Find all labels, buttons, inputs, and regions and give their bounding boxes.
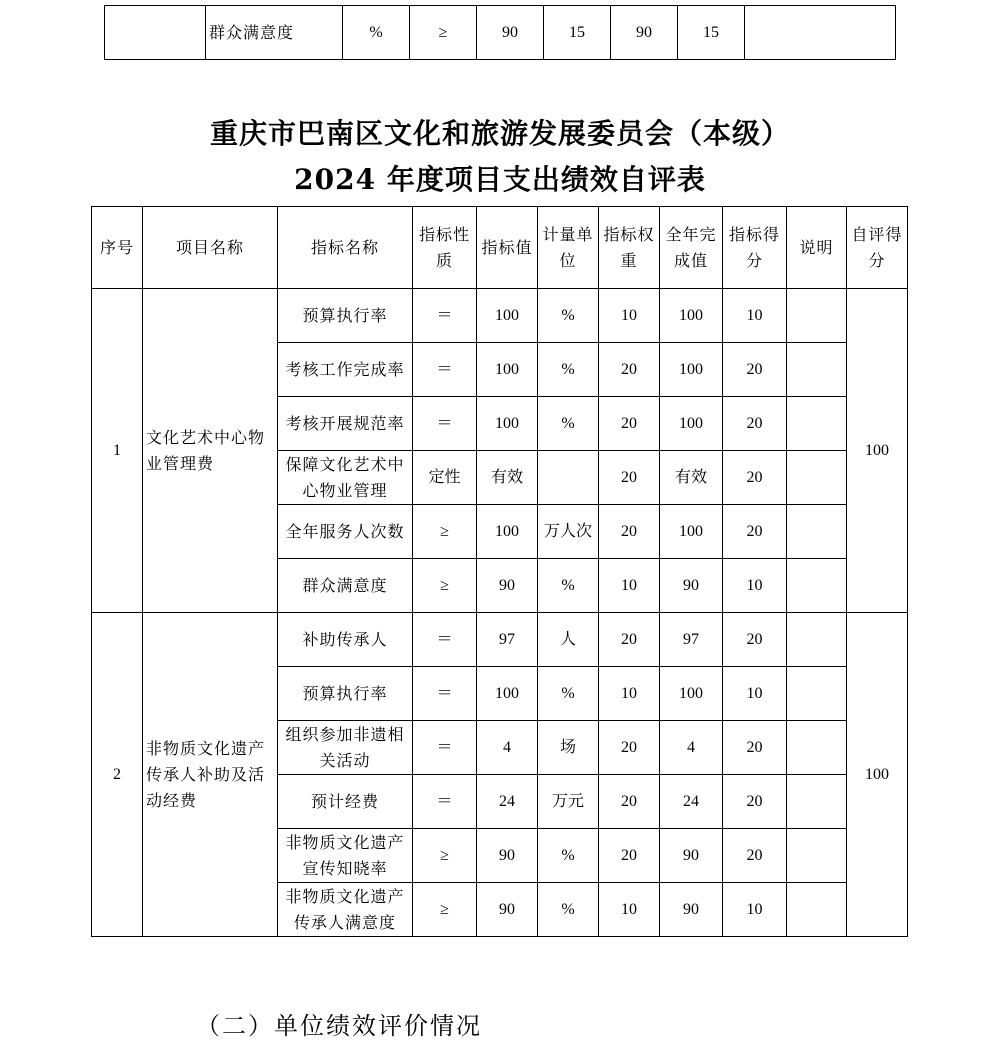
table-header-row <box>92 207 908 289</box>
nature-cell: ＝ <box>413 667 477 721</box>
indicator-name-cell: 补助传承人 <box>278 613 413 667</box>
weight-cell: 10 <box>599 667 660 721</box>
actual-value-cell: 100 <box>660 397 723 451</box>
indicator-name-cell: 群众满意度 <box>206 6 343 60</box>
self-score-cell: 100 <box>847 613 908 937</box>
header-cell: 指标得分 <box>723 207 787 289</box>
remark-cell <box>787 721 847 775</box>
indicator-name-cell: 非物质文化遗产传承人满意度 <box>278 883 413 937</box>
project-number-cell: 2 <box>92 613 143 937</box>
header-cell: 指标性质 <box>413 207 477 289</box>
score-cell: 20 <box>723 775 787 829</box>
unit-cell: % <box>538 397 599 451</box>
actual-value-cell: 100 <box>660 505 723 559</box>
weight-cell: 20 <box>599 343 660 397</box>
header-cell: 全年完成值 <box>660 207 723 289</box>
operator-cell: ≥ <box>410 6 477 60</box>
weight-cell: 10 <box>599 883 660 937</box>
section-heading: （二）单位绩效评价情况 <box>196 1012 482 1040</box>
nature-cell: ＝ <box>413 343 477 397</box>
nature-cell: ≥ <box>413 829 477 883</box>
target-value-cell: 100 <box>477 667 538 721</box>
indicator-name-cell: 预计经费 <box>278 775 413 829</box>
table-row <box>92 289 908 343</box>
target-value-cell: 4 <box>477 721 538 775</box>
score-cell: 10 <box>723 883 787 937</box>
remark-cell <box>787 343 847 397</box>
nature-cell: ＝ <box>413 721 477 775</box>
weight-cell: 20 <box>599 829 660 883</box>
remark-cell <box>787 505 847 559</box>
performance-table <box>91 206 908 937</box>
weight-cell: 10 <box>599 559 660 613</box>
project-name-cell: 非物质文化遗产传承人补助及活动经费 <box>143 613 278 937</box>
score-cell: 20 <box>723 613 787 667</box>
weight-cell: 20 <box>599 721 660 775</box>
unit-cell: % <box>343 6 410 60</box>
target-value-cell: 100 <box>477 289 538 343</box>
weight-cell: 20 <box>599 775 660 829</box>
unit-cell: 人 <box>538 613 599 667</box>
unit-cell: % <box>538 667 599 721</box>
project-name-cell: 文化艺术中心物业管理费 <box>143 289 278 613</box>
actual-value-cell: 97 <box>660 613 723 667</box>
unit-cell: 场 <box>538 721 599 775</box>
score-cell: 20 <box>723 343 787 397</box>
score-cell: 20 <box>723 505 787 559</box>
indicator-name-cell: 预算执行率 <box>278 667 413 721</box>
weight-cell: 20 <box>599 505 660 559</box>
target-value-cell: 100 <box>477 397 538 451</box>
actual-value-cell: 4 <box>660 721 723 775</box>
blank-cell <box>105 6 206 60</box>
unit-cell <box>538 451 599 505</box>
score-cell: 10 <box>723 559 787 613</box>
self-score-cell: 100 <box>847 289 908 613</box>
target-value-cell: 97 <box>477 613 538 667</box>
unit-cell: % <box>538 829 599 883</box>
remark-cell <box>787 667 847 721</box>
header-cell: 说明 <box>787 207 847 289</box>
previous-table-fragment <box>104 5 896 60</box>
document-title: 重庆市巴南区文化和旅游发展委员会（本级） <box>209 117 790 150</box>
table-row <box>92 613 908 667</box>
unit-cell: % <box>538 559 599 613</box>
document-subtitle: 2024 年度项目支出绩效自评表 <box>294 163 706 196</box>
score-cell: 20 <box>723 451 787 505</box>
nature-cell: 定性 <box>413 451 477 505</box>
actual-value-cell: 90 <box>611 6 678 60</box>
actual-value-cell: 24 <box>660 775 723 829</box>
nature-cell: ＝ <box>413 775 477 829</box>
indicator-name-cell: 保障文化艺术中心物业管理 <box>278 451 413 505</box>
unit-cell: 万元 <box>538 775 599 829</box>
target-value-cell: 100 <box>477 505 538 559</box>
weight-cell: 20 <box>599 397 660 451</box>
score-cell: 10 <box>723 667 787 721</box>
remark-cell <box>787 883 847 937</box>
weight-cell: 10 <box>599 289 660 343</box>
remark-cell <box>787 613 847 667</box>
weight-cell: 20 <box>599 613 660 667</box>
target-value-cell: 90 <box>477 6 544 60</box>
actual-value-cell: 100 <box>660 667 723 721</box>
header-cell: 指标值 <box>477 207 538 289</box>
header-cell: 指标名称 <box>278 207 413 289</box>
indicator-name-cell: 组织参加非遗相关活动 <box>278 721 413 775</box>
nature-cell: ＝ <box>413 613 477 667</box>
remark-cell <box>787 289 847 343</box>
indicator-name-cell: 群众满意度 <box>278 559 413 613</box>
score-cell: 10 <box>723 289 787 343</box>
indicator-name-cell: 预算执行率 <box>278 289 413 343</box>
header-cell: 指标权重 <box>599 207 660 289</box>
indicator-name-cell: 考核工作完成率 <box>278 343 413 397</box>
target-value-cell: 90 <box>477 883 538 937</box>
actual-value-cell: 90 <box>660 559 723 613</box>
score-cell: 15 <box>678 6 745 60</box>
unit-cell: % <box>538 343 599 397</box>
actual-value-cell: 100 <box>660 289 723 343</box>
target-value-cell: 有效 <box>477 451 538 505</box>
actual-value-cell: 90 <box>660 829 723 883</box>
unit-cell: % <box>538 883 599 937</box>
target-value-cell: 100 <box>477 343 538 397</box>
nature-cell: ＝ <box>413 397 477 451</box>
header-cell: 自评得分 <box>847 207 908 289</box>
remark-cell <box>787 775 847 829</box>
header-cell: 项目名称 <box>143 207 278 289</box>
remark-cell <box>787 829 847 883</box>
header-cell: 序号 <box>92 207 143 289</box>
table-row <box>105 6 896 60</box>
actual-value-cell: 100 <box>660 343 723 397</box>
actual-value-cell: 有效 <box>660 451 723 505</box>
target-value-cell: 90 <box>477 559 538 613</box>
nature-cell: ＝ <box>413 289 477 343</box>
weight-cell: 20 <box>599 451 660 505</box>
nature-cell: ≥ <box>413 883 477 937</box>
weight-cell: 15 <box>544 6 611 60</box>
indicator-name-cell: 非物质文化遗产宣传知晓率 <box>278 829 413 883</box>
target-value-cell: 90 <box>477 829 538 883</box>
nature-cell: ≥ <box>413 505 477 559</box>
header-cell: 计量单位 <box>538 207 599 289</box>
indicator-name-cell: 考核开展规范率 <box>278 397 413 451</box>
indicator-name-cell: 全年服务人次数 <box>278 505 413 559</box>
unit-cell: 万人次 <box>538 505 599 559</box>
score-cell: 20 <box>723 829 787 883</box>
blank-cell <box>745 6 896 60</box>
remark-cell <box>787 451 847 505</box>
remark-cell <box>787 559 847 613</box>
remark-cell <box>787 397 847 451</box>
nature-cell: ≥ <box>413 559 477 613</box>
actual-value-cell: 90 <box>660 883 723 937</box>
score-cell: 20 <box>723 397 787 451</box>
target-value-cell: 24 <box>477 775 538 829</box>
project-number-cell: 1 <box>92 289 143 613</box>
unit-cell: % <box>538 289 599 343</box>
score-cell: 20 <box>723 721 787 775</box>
